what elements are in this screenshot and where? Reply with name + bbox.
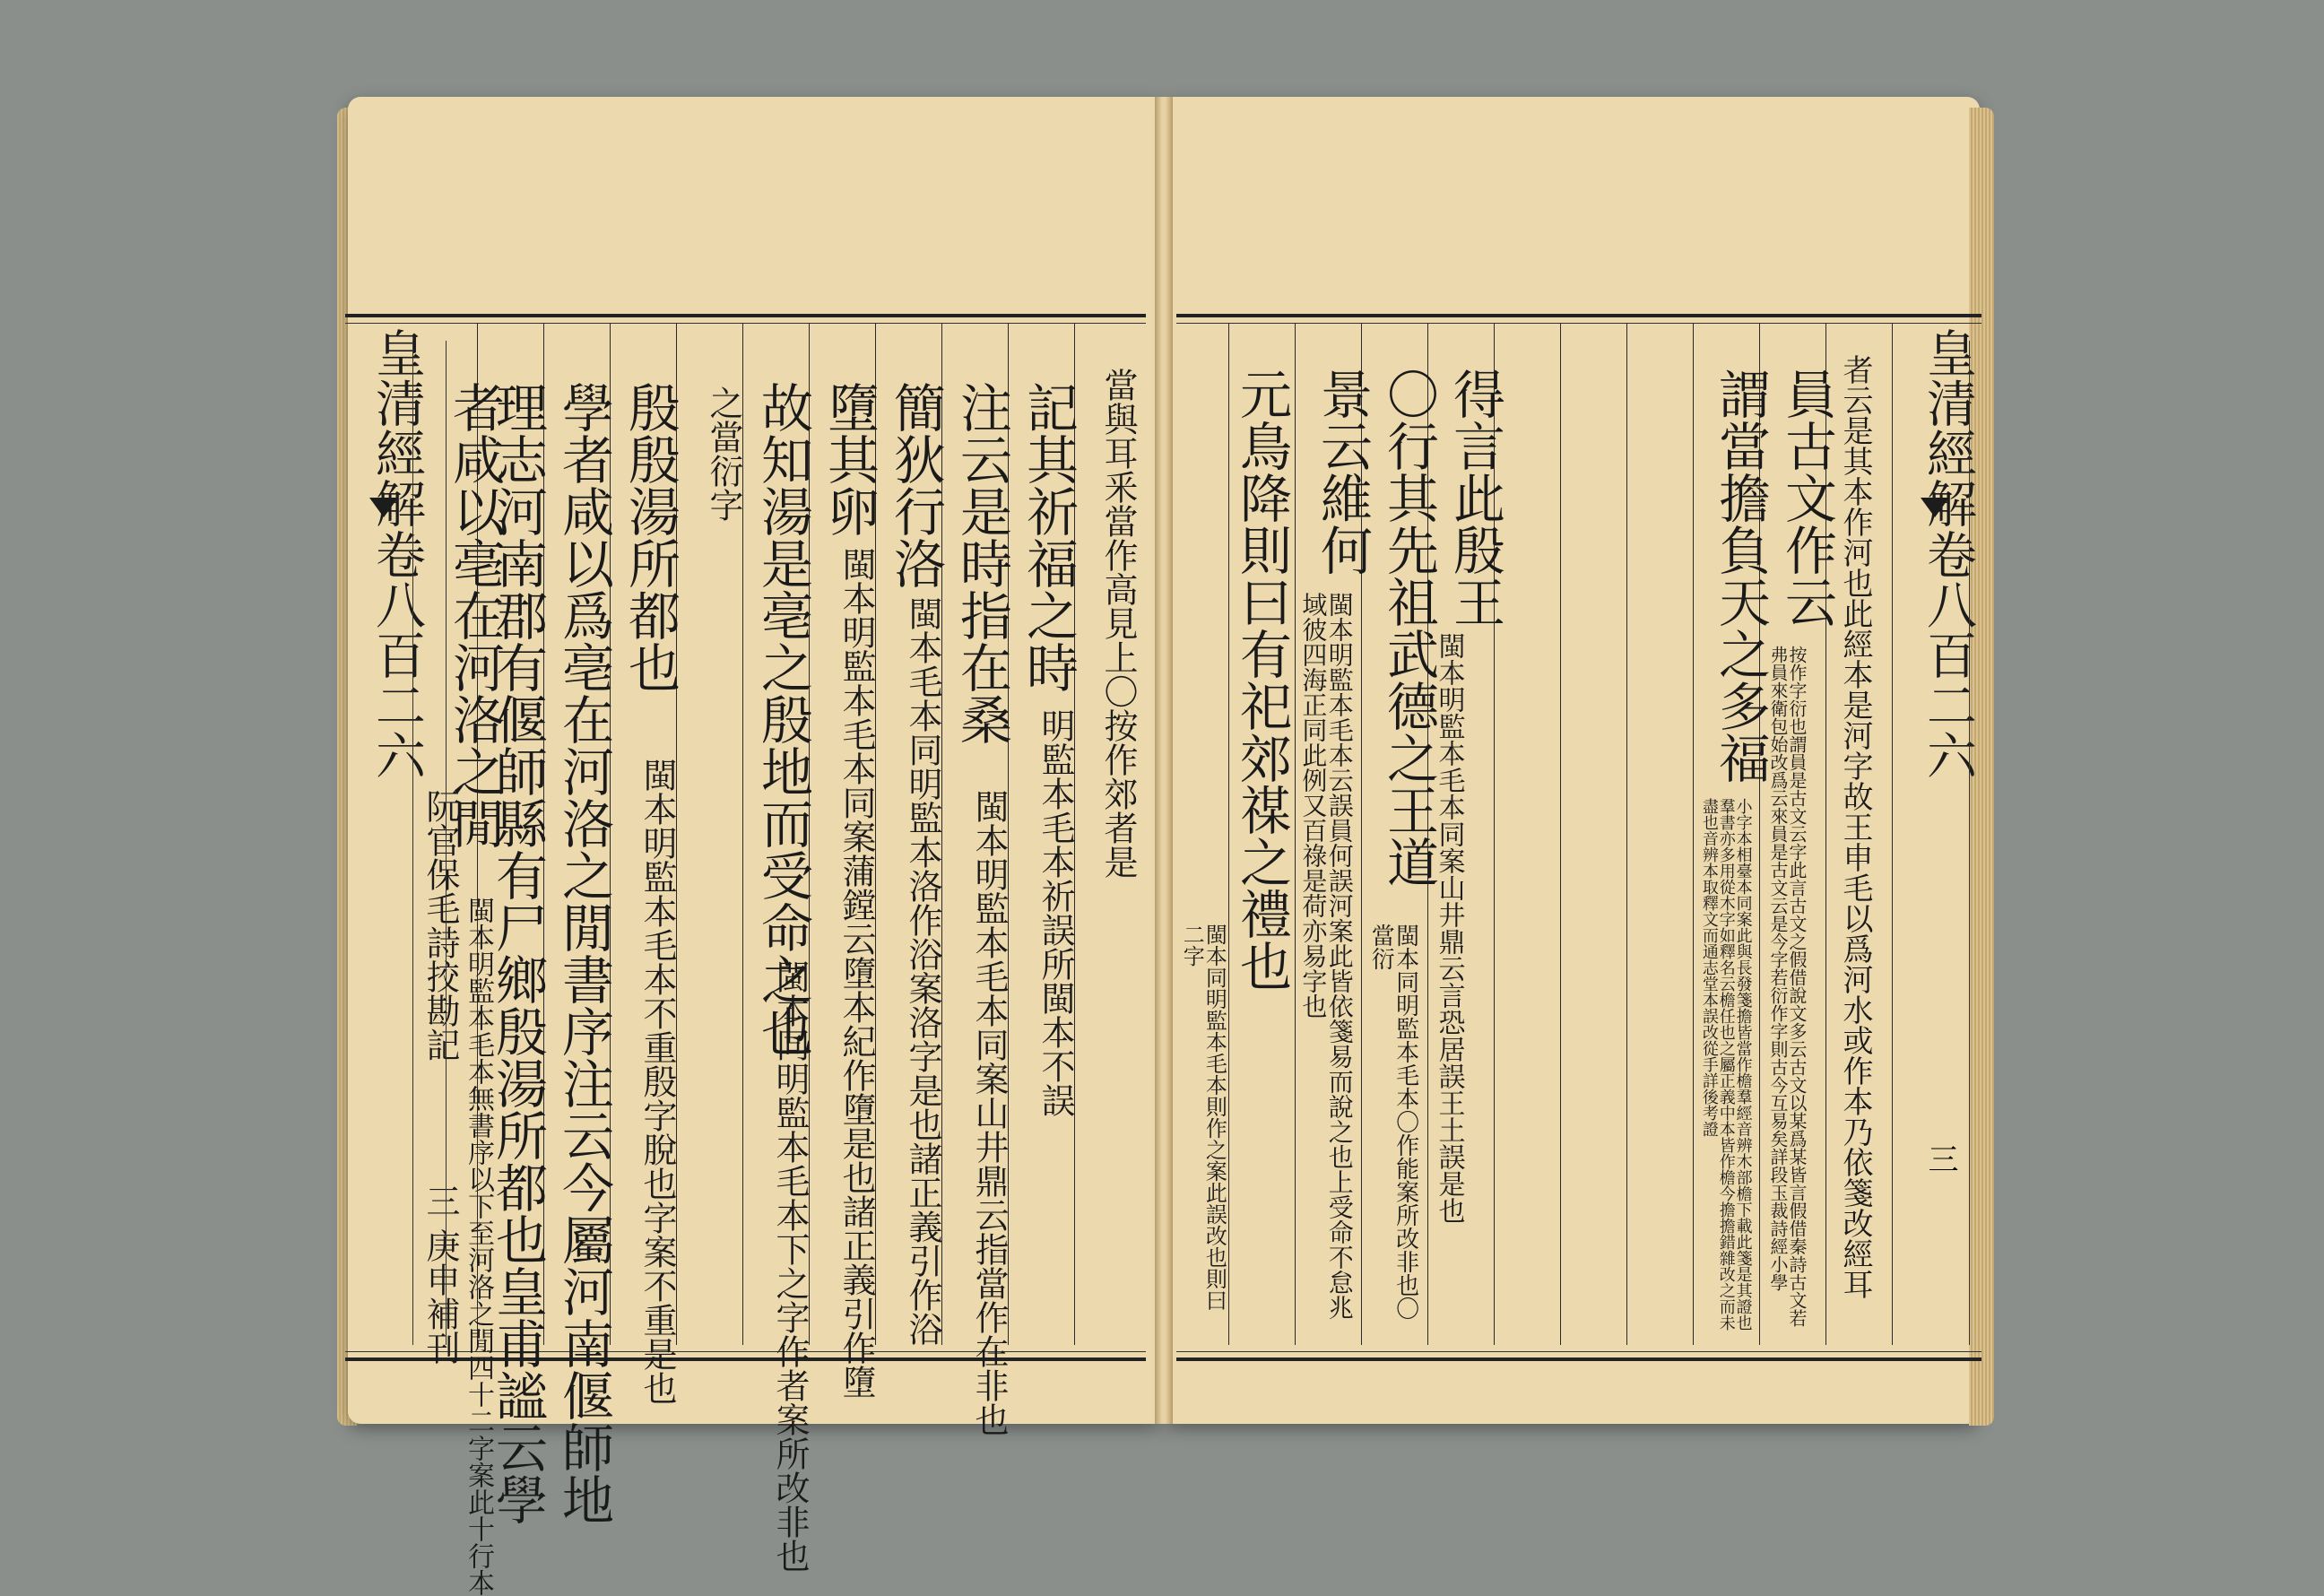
right-band-volume: 卷八百二六 <box>1919 529 1977 780</box>
right-col-2-note: 小字本相臺本同案此與長發箋擔皆當作檐羣經音辨木部檐下載此箋是其證也羣書亦多用從木字如釋名云檐任也之屬正義中本皆作檐今擔擔錯雜改之而未盡也音辨本取釋文而通志堂本誤改從手詳後考證 <box>1699 798 1753 1331</box>
book-gutter <box>1155 97 1173 1424</box>
left-col-10-main: 者咸以亳在河洛之閒 <box>444 381 505 849</box>
left-band-publisher: 庚申補刊 <box>421 1228 460 1365</box>
right-col-3-note: 閩本明監本毛本同案山井鼎云言恐居誤王土誤是也 <box>1433 632 1465 1224</box>
left-col-10-note: 閩本明監本毛本無書序以下至河洛之閒四十二字案此十行本 <box>463 897 494 1596</box>
left-col-2-main: 注云是時指在桑 <box>951 381 1012 745</box>
left-col-8-main: 學者咸以爲亳在河洛之閒書序注云今屬河南偃師地 <box>553 381 614 1525</box>
right-col-5-main: 景云維何 <box>1312 368 1373 576</box>
left-col-1-main: 記其祈福之時 <box>1018 381 1079 693</box>
left-col-7-main: 殷殷湯所都也 <box>620 381 681 693</box>
left-col-3-note: 閩本毛本同明監本洛作浴案洛字是也諸正義引作浴 <box>903 596 942 1346</box>
right-col-2-main: 謂當擔負天之多福 <box>1710 368 1771 784</box>
left-col-2-note: 閩本明監本毛本同案山井鼎云指當作在非也 <box>969 789 1009 1436</box>
left-col-1-note: 明監本毛本祈誤所閩本不誤 <box>1036 708 1075 1117</box>
left-band-title: 皇清經解 <box>368 327 426 528</box>
left-col-9-main: 理志河南郡有偃師縣有尸鄉殷湯所都也皇甫謐云學 <box>487 381 548 1525</box>
left-col-5-main: 故知湯是亳之殷地而受命之也 <box>752 381 813 1057</box>
left-col-7-note: 閩本明監本毛本不重殷字脫也字案不重是也 <box>637 758 677 1405</box>
left-band-folio: 三 <box>421 1184 460 1218</box>
left-col-6-note: 之當衍字 <box>704 386 743 522</box>
right-col-4-note: 閩本同明監本毛本〇作能案所改非也〇當衍 <box>1367 924 1419 1320</box>
left-band-subtitle: 阮官保毛詩挍勘記 <box>421 789 460 1062</box>
right-col-5-note: 閩本明監本毛本云誤員何誤河案此皆依箋易而說之也上受命不怠兆域彼四海正同此例又百祿是荷亦易字也 <box>1298 592 1355 1320</box>
right-band-rule <box>1969 341 1979 1345</box>
right-col-6-note: 閩本同明監本毛本則作之案此誤改也則曰二字 <box>1179 924 1227 1311</box>
right-band-title: 皇清經解 <box>1919 327 1977 528</box>
right-col-rule <box>1560 323 1626 1345</box>
right-col-rule <box>1892 323 1958 1345</box>
right-col-0-note: 者云是其本作河也此經本是河字故王申毛以爲河水或作本乃依箋改經耳 <box>1837 354 1873 1299</box>
left-band-rule <box>412 341 447 1345</box>
right-col-1-main: 員古文作云 <box>1776 368 1837 628</box>
right-col-6-main: 元鳥降則曰有祀郊禖之禮也 <box>1231 368 1292 992</box>
right-col-4-main: 〇行其先祖武德之王道 <box>1378 368 1439 888</box>
right-col-rule <box>1626 323 1693 1345</box>
left-col-4-note: 閩本明監本毛本同案蒲鏜云墮本紀作墮是也諸正義引作墮 <box>837 547 876 1399</box>
left-col-0-small: 當與耳釆當作高見上〇按作郊者是 <box>1098 368 1138 879</box>
left-col-3-main: 簡狄行洛 <box>885 381 946 589</box>
fish-tail-icon <box>369 498 398 517</box>
left-band-volume: 卷八百二六 <box>368 529 426 780</box>
left-col-5-note: 閩本同明監本毛本下之字作者案所改非也 <box>770 959 810 1573</box>
right-col-1-note: 按作字衍也謂員是古文云字此言古文之假借說文多云古文以某爲某皆言假借秦詩古文若弗員來衛包始改爲云來員是古文云是今字若衍作字則古今互易矣詳段玉裁詩經小學 <box>1767 646 1808 1327</box>
left-banxin <box>348 318 426 1349</box>
right-col-3-main: 得言此殷王 <box>1444 368 1505 628</box>
left-col-4-main: 墮其卵 <box>819 381 880 537</box>
right-band-folio: 三 <box>1922 1143 1958 1174</box>
